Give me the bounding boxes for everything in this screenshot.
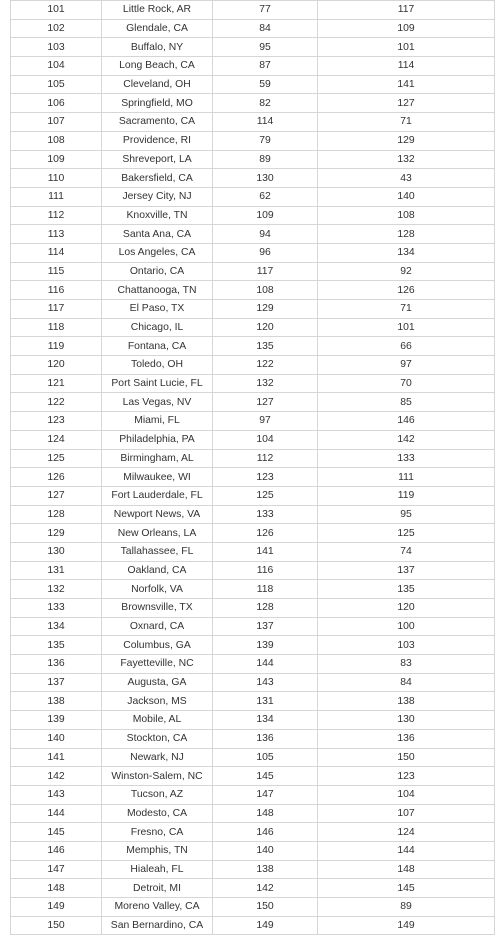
score-b-cell: 144 (318, 841, 495, 860)
table-row (11, 150, 495, 169)
score-b-cell: 92 (318, 262, 495, 281)
rank-cell: 117 (11, 300, 102, 319)
city-cell: Providence, RI (102, 131, 213, 150)
score-b-cell: 128 (318, 225, 495, 244)
city-cell: Santa Ana, CA (102, 225, 213, 244)
rank-cell: 123 (11, 412, 102, 431)
table-row (11, 337, 495, 356)
score-b-cell: 119 (318, 486, 495, 505)
table-row (11, 580, 495, 599)
score-a-cell: 117 (213, 262, 318, 281)
table-row (11, 692, 495, 711)
score-b-cell: 43 (318, 169, 495, 188)
score-a-cell: 150 (213, 898, 318, 917)
score-a-cell: 145 (213, 767, 318, 786)
rank-cell: 135 (11, 636, 102, 655)
score-b-cell: 83 (318, 655, 495, 674)
city-cell: Augusta, GA (102, 673, 213, 692)
score-a-cell: 133 (213, 505, 318, 524)
score-a-cell: 123 (213, 468, 318, 487)
table-row (11, 823, 495, 842)
rank-cell: 149 (11, 898, 102, 917)
score-a-cell: 125 (213, 486, 318, 505)
rank-cell: 111 (11, 187, 102, 206)
table-row (11, 599, 495, 618)
score-b-cell: 142 (318, 430, 495, 449)
rank-cell: 119 (11, 337, 102, 356)
score-b-cell: 127 (318, 94, 495, 113)
table-row (11, 748, 495, 767)
city-cell: Chicago, IL (102, 318, 213, 337)
rank-cell: 114 (11, 243, 102, 262)
rank-cell: 145 (11, 823, 102, 842)
city-cell: Buffalo, NY (102, 38, 213, 57)
score-b-cell: 130 (318, 711, 495, 730)
table-row (11, 206, 495, 225)
city-cell: Columbus, GA (102, 636, 213, 655)
score-b-cell: 85 (318, 393, 495, 412)
score-b-cell: 111 (318, 468, 495, 487)
score-b-cell: 103 (318, 636, 495, 655)
rank-cell: 125 (11, 449, 102, 468)
score-b-cell: 120 (318, 599, 495, 618)
score-b-cell: 101 (318, 38, 495, 57)
table-row (11, 356, 495, 375)
table-row (11, 300, 495, 319)
table-row (11, 187, 495, 206)
score-b-cell: 70 (318, 374, 495, 393)
city-cell: Long Beach, CA (102, 57, 213, 76)
city-cell: El Paso, TX (102, 300, 213, 319)
score-b-cell: 117 (318, 1, 495, 20)
city-cell: Memphis, TN (102, 841, 213, 860)
rank-cell: 138 (11, 692, 102, 711)
city-cell: New Orleans, LA (102, 524, 213, 543)
rank-cell: 129 (11, 524, 102, 543)
city-cell: Detroit, MI (102, 879, 213, 898)
table-row (11, 486, 495, 505)
rank-cell: 142 (11, 767, 102, 786)
rank-cell: 139 (11, 711, 102, 730)
city-cell: Moreno Valley, CA (102, 898, 213, 917)
score-a-cell: 147 (213, 785, 318, 804)
rank-cell: 127 (11, 486, 102, 505)
city-cell: Fort Lauderdale, FL (102, 486, 213, 505)
table-row (11, 393, 495, 412)
score-a-cell: 79 (213, 131, 318, 150)
table-row (11, 804, 495, 823)
score-b-cell: 137 (318, 561, 495, 580)
score-a-cell: 138 (213, 860, 318, 879)
city-cell: Newport News, VA (102, 505, 213, 524)
table-row (11, 729, 495, 748)
score-b-cell: 133 (318, 449, 495, 468)
score-a-cell: 114 (213, 113, 318, 132)
city-cell: Los Angeles, CA (102, 243, 213, 262)
score-b-cell: 95 (318, 505, 495, 524)
score-a-cell: 134 (213, 711, 318, 730)
score-a-cell: 95 (213, 38, 318, 57)
table-row (11, 711, 495, 730)
city-cell: Newark, NJ (102, 748, 213, 767)
table-body (11, 1, 495, 935)
score-b-cell: 101 (318, 318, 495, 337)
table-row (11, 318, 495, 337)
score-b-cell: 84 (318, 673, 495, 692)
rank-cell: 148 (11, 879, 102, 898)
city-cell: Winston-Salem, NC (102, 767, 213, 786)
table-row (11, 113, 495, 132)
score-a-cell: 142 (213, 879, 318, 898)
table-row (11, 38, 495, 57)
city-cell: Stockton, CA (102, 729, 213, 748)
city-cell: Oxnard, CA (102, 617, 213, 636)
score-b-cell: 71 (318, 300, 495, 319)
rank-cell: 126 (11, 468, 102, 487)
rank-cell: 141 (11, 748, 102, 767)
table-row (11, 131, 495, 150)
table-row (11, 468, 495, 487)
rank-cell: 134 (11, 617, 102, 636)
score-a-cell: 143 (213, 673, 318, 692)
city-cell: Knoxville, TN (102, 206, 213, 225)
table-row (11, 449, 495, 468)
score-a-cell: 141 (213, 542, 318, 561)
score-a-cell: 146 (213, 823, 318, 842)
city-cell: Little Rock, AR (102, 1, 213, 20)
score-a-cell: 59 (213, 75, 318, 94)
score-b-cell: 140 (318, 187, 495, 206)
table-row (11, 841, 495, 860)
rank-cell: 133 (11, 599, 102, 618)
rank-cell: 136 (11, 655, 102, 674)
city-cell: Birmingham, AL (102, 449, 213, 468)
rank-cell: 150 (11, 916, 102, 935)
rank-cell: 109 (11, 150, 102, 169)
rank-cell: 118 (11, 318, 102, 337)
city-cell: Tallahassee, FL (102, 542, 213, 561)
score-a-cell: 62 (213, 187, 318, 206)
rank-cell: 130 (11, 542, 102, 561)
score-b-cell: 145 (318, 879, 495, 898)
score-a-cell: 136 (213, 729, 318, 748)
table-row (11, 19, 495, 38)
score-b-cell: 71 (318, 113, 495, 132)
table-row (11, 262, 495, 281)
score-b-cell: 100 (318, 617, 495, 636)
table-row (11, 75, 495, 94)
rank-cell: 124 (11, 430, 102, 449)
score-b-cell: 129 (318, 131, 495, 150)
city-cell: Fayetteville, NC (102, 655, 213, 674)
rank-cell: 104 (11, 57, 102, 76)
table-row (11, 617, 495, 636)
table-row (11, 57, 495, 76)
score-a-cell: 149 (213, 916, 318, 935)
score-a-cell: 105 (213, 748, 318, 767)
table-row (11, 636, 495, 655)
table-row (11, 561, 495, 580)
rank-cell: 116 (11, 281, 102, 300)
city-cell: Miami, FL (102, 412, 213, 431)
table-row (11, 169, 495, 188)
score-a-cell: 97 (213, 412, 318, 431)
score-b-cell: 89 (318, 898, 495, 917)
rank-cell: 128 (11, 505, 102, 524)
city-cell: Tucson, AZ (102, 785, 213, 804)
score-b-cell: 125 (318, 524, 495, 543)
table-row (11, 225, 495, 244)
table-row (11, 785, 495, 804)
city-cell: Fresno, CA (102, 823, 213, 842)
city-cell: Norfolk, VA (102, 580, 213, 599)
rank-cell: 107 (11, 113, 102, 132)
city-cell: Hialeah, FL (102, 860, 213, 879)
table-row (11, 94, 495, 113)
score-b-cell: 136 (318, 729, 495, 748)
score-b-cell: 146 (318, 412, 495, 431)
table-row (11, 767, 495, 786)
city-ranking-table (10, 0, 495, 935)
table-row (11, 655, 495, 674)
rank-cell: 110 (11, 169, 102, 188)
rank-cell: 103 (11, 38, 102, 57)
score-a-cell: 112 (213, 449, 318, 468)
rank-cell: 115 (11, 262, 102, 281)
table-row (11, 412, 495, 431)
rank-cell: 121 (11, 374, 102, 393)
table-row (11, 879, 495, 898)
table-row (11, 673, 495, 692)
score-a-cell: 139 (213, 636, 318, 655)
score-b-cell: 138 (318, 692, 495, 711)
score-a-cell: 130 (213, 169, 318, 188)
score-a-cell: 109 (213, 206, 318, 225)
score-a-cell: 132 (213, 374, 318, 393)
city-cell: Las Vegas, NV (102, 393, 213, 412)
table-row (11, 860, 495, 879)
table-row (11, 243, 495, 262)
score-b-cell: 132 (318, 150, 495, 169)
score-a-cell: 84 (213, 19, 318, 38)
rank-cell: 105 (11, 75, 102, 94)
city-cell: Philadelphia, PA (102, 430, 213, 449)
rank-cell: 132 (11, 580, 102, 599)
rank-cell: 112 (11, 206, 102, 225)
score-a-cell: 87 (213, 57, 318, 76)
table-row (11, 1, 495, 20)
rank-cell: 140 (11, 729, 102, 748)
city-cell: Oakland, CA (102, 561, 213, 580)
score-b-cell: 97 (318, 356, 495, 375)
city-cell: Port Saint Lucie, FL (102, 374, 213, 393)
city-cell: San Bernardino, CA (102, 916, 213, 935)
score-b-cell: 107 (318, 804, 495, 823)
score-a-cell: 82 (213, 94, 318, 113)
rank-cell: 122 (11, 393, 102, 412)
city-cell: Brownsville, TX (102, 599, 213, 618)
table-row (11, 430, 495, 449)
score-a-cell: 104 (213, 430, 318, 449)
table-row (11, 916, 495, 935)
score-b-cell: 123 (318, 767, 495, 786)
city-cell: Sacramento, CA (102, 113, 213, 132)
score-a-cell: 129 (213, 300, 318, 319)
score-b-cell: 135 (318, 580, 495, 599)
city-cell: Jersey City, NJ (102, 187, 213, 206)
score-b-cell: 134 (318, 243, 495, 262)
city-cell: Cleveland, OH (102, 75, 213, 94)
city-cell: Ontario, CA (102, 262, 213, 281)
table-row (11, 281, 495, 300)
rank-cell: 144 (11, 804, 102, 823)
score-b-cell: 141 (318, 75, 495, 94)
score-a-cell: 108 (213, 281, 318, 300)
score-b-cell: 74 (318, 542, 495, 561)
city-cell: Milwaukee, WI (102, 468, 213, 487)
city-cell: Fontana, CA (102, 337, 213, 356)
score-a-cell: 127 (213, 393, 318, 412)
score-a-cell: 137 (213, 617, 318, 636)
rank-cell: 102 (11, 19, 102, 38)
city-cell: Jackson, MS (102, 692, 213, 711)
table-row (11, 898, 495, 917)
score-a-cell: 140 (213, 841, 318, 860)
city-cell: Shreveport, LA (102, 150, 213, 169)
score-b-cell: 109 (318, 19, 495, 38)
table-row (11, 505, 495, 524)
rank-cell: 101 (11, 1, 102, 20)
rank-cell: 120 (11, 356, 102, 375)
score-a-cell: 122 (213, 356, 318, 375)
score-a-cell: 94 (213, 225, 318, 244)
rank-cell: 106 (11, 94, 102, 113)
score-b-cell: 150 (318, 748, 495, 767)
score-a-cell: 120 (213, 318, 318, 337)
score-b-cell: 148 (318, 860, 495, 879)
score-a-cell: 128 (213, 599, 318, 618)
score-a-cell: 131 (213, 692, 318, 711)
city-cell: Mobile, AL (102, 711, 213, 730)
score-a-cell: 144 (213, 655, 318, 674)
score-b-cell: 124 (318, 823, 495, 842)
score-b-cell: 104 (318, 785, 495, 804)
score-b-cell: 114 (318, 57, 495, 76)
score-a-cell: 77 (213, 1, 318, 20)
table-row (11, 524, 495, 543)
city-cell: Glendale, CA (102, 19, 213, 38)
rank-cell: 147 (11, 860, 102, 879)
city-cell: Chattanooga, TN (102, 281, 213, 300)
score-a-cell: 118 (213, 580, 318, 599)
score-b-cell: 149 (318, 916, 495, 935)
rank-cell: 108 (11, 131, 102, 150)
city-cell: Toledo, OH (102, 356, 213, 375)
score-a-cell: 116 (213, 561, 318, 580)
rank-cell: 137 (11, 673, 102, 692)
city-cell: Modesto, CA (102, 804, 213, 823)
score-a-cell: 135 (213, 337, 318, 356)
score-a-cell: 148 (213, 804, 318, 823)
score-a-cell: 89 (213, 150, 318, 169)
table-row (11, 374, 495, 393)
score-b-cell: 126 (318, 281, 495, 300)
city-cell: Bakersfield, CA (102, 169, 213, 188)
city-cell: Springfield, MO (102, 94, 213, 113)
score-b-cell: 66 (318, 337, 495, 356)
rank-cell: 143 (11, 785, 102, 804)
rank-cell: 146 (11, 841, 102, 860)
score-b-cell: 108 (318, 206, 495, 225)
rank-cell: 131 (11, 561, 102, 580)
table-row (11, 542, 495, 561)
rank-cell: 113 (11, 225, 102, 244)
score-a-cell: 126 (213, 524, 318, 543)
score-a-cell: 96 (213, 243, 318, 262)
